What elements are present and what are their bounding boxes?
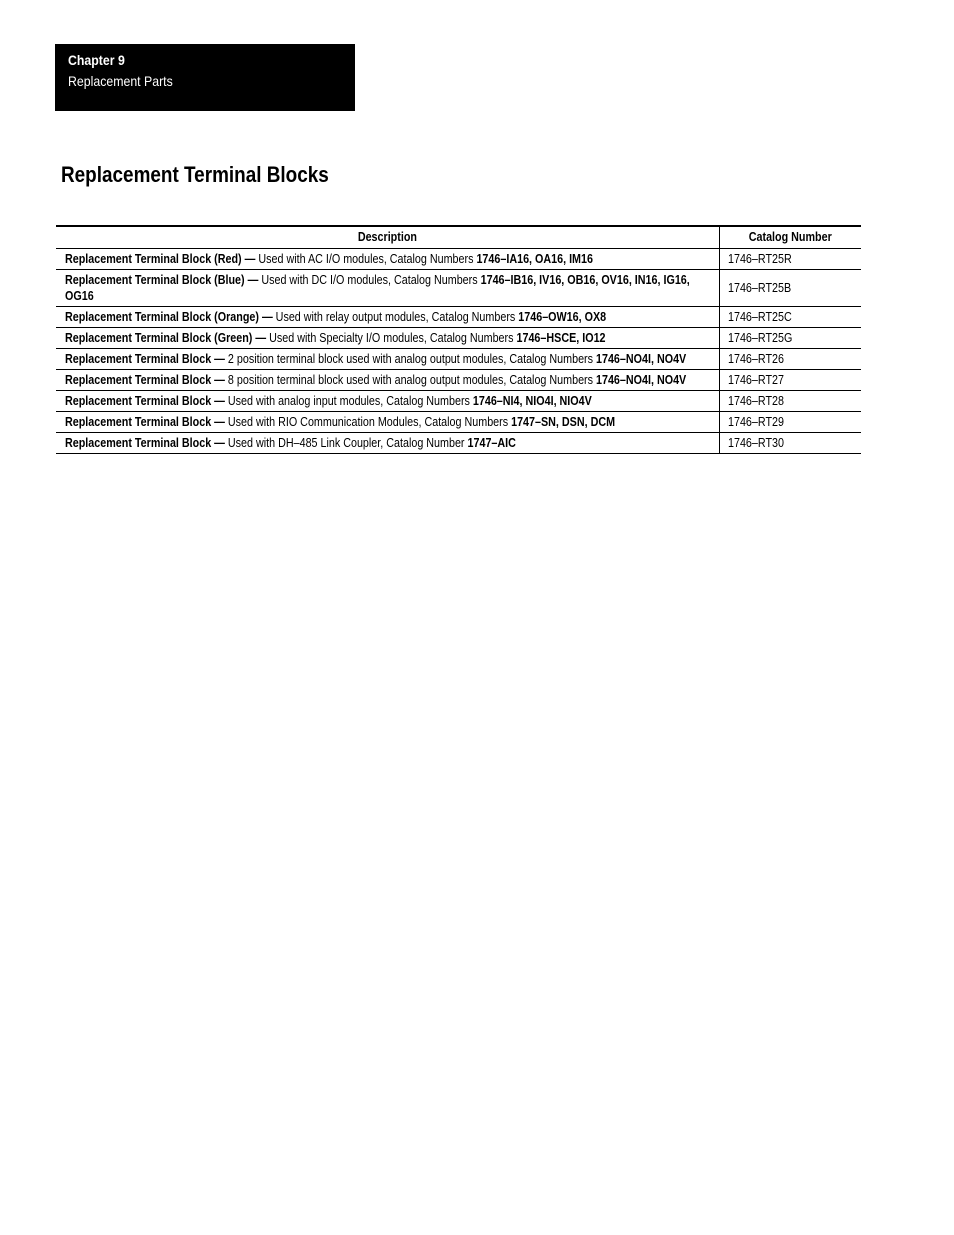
compatible-modules: 1746–NO4I, NO4V [595,373,687,387]
part-usage: Used with RIO Communication Modules, Catalog Numbers [224,415,512,429]
compatible-modules: 1746–NI4, NIO4I, NIO4V [472,394,592,408]
chapter-number: Chapter 9 [68,52,125,68]
part-name: Replacement Terminal Block — [65,394,225,408]
part-name: Replacement Terminal Block — [65,415,225,429]
row-catalog-number: 1746–RT30 [720,433,862,454]
compatible-modules: 1746–IB16, IV16, OB16, OV16, IN16, IG16, OG16 [65,273,690,303]
part-usage: Used with AC I/O modules, Catalog Numbers [255,252,477,266]
part-usage: 2 position terminal block used with analog output modules, Catalog Numbers [224,352,596,366]
row-description [56,307,720,328]
table-header-row [56,226,861,249]
section-title: Replacement Terminal Blocks [61,162,329,187]
row-catalog-number: 1746–RT28 [720,391,862,412]
row-description [56,370,720,391]
part-name: Replacement Terminal Block (Green) — [65,331,267,345]
row-description [56,328,720,349]
table-row [56,249,861,270]
compatible-modules: 1746–HSCE, IO12 [516,331,606,345]
row-description [56,349,720,370]
table-row [56,370,861,391]
column-header-description: Description [56,226,720,249]
row-catalog-number: 1746–RT25G [720,328,862,349]
part-name: Replacement Terminal Block (Orange) — [65,310,273,324]
part-usage: Used with Specialty I/O modules, Catalog Numbers [266,331,517,345]
chapter-title: Replacement Parts [68,73,173,89]
part-name: Replacement Terminal Block (Red) — [65,252,256,266]
row-description [56,391,720,412]
row-catalog-number: 1746–RT25C [720,307,862,328]
table-row [56,433,861,454]
part-usage: Used with analog input modules, Catalog Numbers [224,394,473,408]
part-usage: 8 position terminal block used with analog output modules, Catalog Numbers [224,373,596,387]
compatible-modules: 1747–SN, DSN, DCM [511,415,616,429]
compatible-modules: 1746–NO4I, NO4V [595,352,687,366]
row-description [56,249,720,270]
part-name: Replacement Terminal Block (Blue) — [65,273,259,287]
part-usage: Used with DH–485 Link Coupler, Catalog Number [224,436,468,450]
column-header-catalog-number: Catalog Number [720,226,862,249]
part-usage: Used with relay output modules, Catalog Numbers [272,310,519,324]
row-description [56,433,720,454]
part-name: Replacement Terminal Block — [65,373,225,387]
compatible-modules: 1746–IA16, OA16, IM16 [476,252,593,266]
compatible-modules: 1747–AIC [467,436,516,450]
table-row [56,349,861,370]
row-catalog-number: 1746–RT25R [720,249,862,270]
table-row [56,328,861,349]
compatible-modules: 1746–OW16, OX8 [518,310,607,324]
table-row [56,307,861,328]
row-catalog-number: 1746–RT25B [720,270,862,307]
table-row [56,412,861,433]
row-description [56,412,720,433]
row-description [56,270,720,307]
row-catalog-number: 1746–RT29 [720,412,862,433]
replacement-terminal-blocks-table [56,225,861,454]
row-catalog-number: 1746–RT27 [720,370,862,391]
part-name: Replacement Terminal Block — [65,436,225,450]
table-row [56,391,861,412]
part-usage: Used with DC I/O modules, Catalog Numbers [258,273,481,287]
part-name: Replacement Terminal Block — [65,352,225,366]
row-catalog-number: 1746–RT26 [720,349,862,370]
table-row [56,270,861,307]
chapter-header [55,44,355,111]
